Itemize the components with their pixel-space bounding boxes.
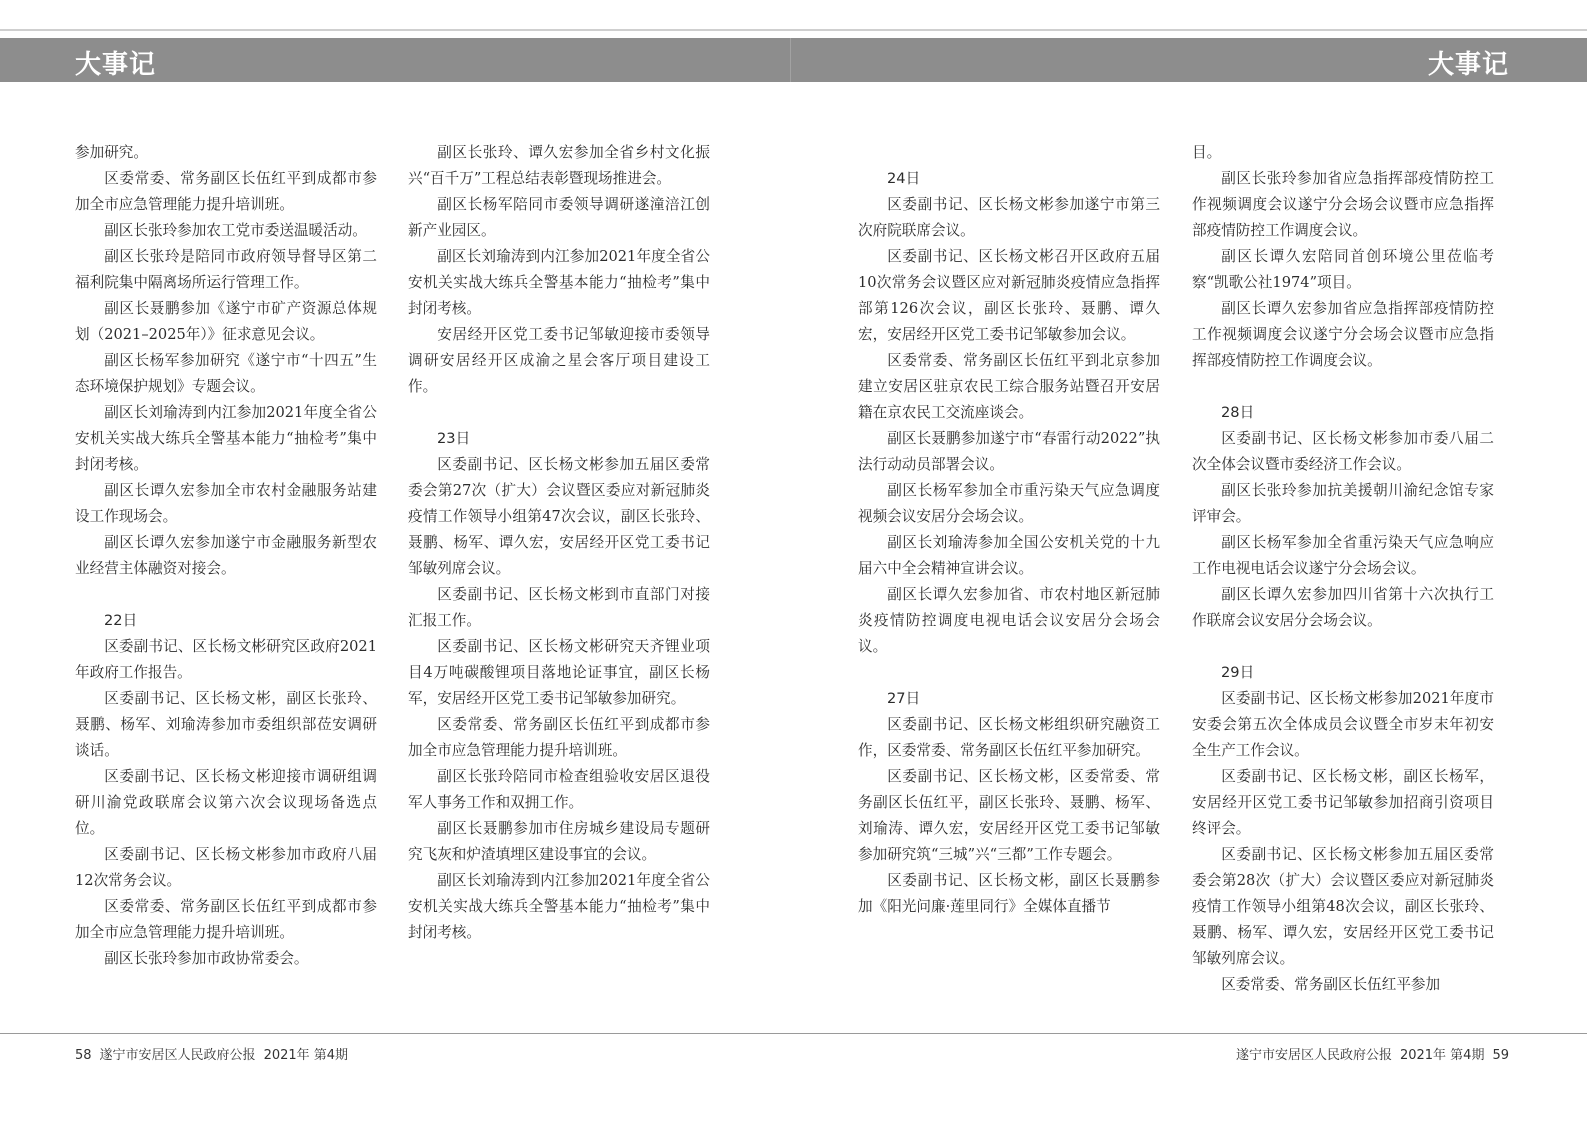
paragraph: 副区长聂鹏参加遂宁市“春雷行动2022”执法行动动员部署会议。 xyxy=(858,430,1160,473)
page-number-right: 59 xyxy=(1492,1048,1509,1063)
column-1 xyxy=(75,140,377,972)
issue-left: 2021年 第4期 xyxy=(263,1048,349,1063)
paragraph: 副区长张玲参加农工党市委送温暖活动。 xyxy=(104,222,367,239)
paragraph: 区委副书记、区长杨文彬组织研究融资工作，区委常委、常务副区长伍红平参加研究。 xyxy=(858,716,1160,759)
day-heading-28: 28日 xyxy=(1221,404,1255,421)
paragraph: 副区长聂鹏参加《遂宁市矿产资源总体规划（2021–2025年）》征求意见会议。 xyxy=(75,300,377,343)
paragraph: 区委副书记、区长杨文彬参加五届区委常委会第28次（扩大）会议暨区委应对新冠肺炎疫情工作领导小组第48次会议，副区长张玲、聂鹏、杨军、谭久宏，安居经开区党工委书记邹敏列席会议。 xyxy=(1192,846,1494,967)
paragraph: 副区长刘瑜涛参加全国公安机关党的十九届六中全会精神宣讲会议。 xyxy=(858,534,1160,577)
paragraph: 区委常委、常务副区长伍红平到北京参加建立安居区驻京农民工综合服务站暨召开安居籍在京农民工交流座谈会。 xyxy=(858,352,1160,421)
paragraph: 区委常委、常务副区长伍红平到成都市参加全市应急管理能力提升培训班。 xyxy=(408,716,710,759)
footer-rule xyxy=(0,1033,1587,1034)
header-title-left: 大事记 xyxy=(75,50,157,80)
paragraph: 副区长谭久宏参加省应急指挥部疫情防控工作视频调度会议遂宁分会场会议暨市应急指挥部疫情防控工作调度会议。 xyxy=(1192,300,1494,369)
paragraph: 副区长刘瑜涛到内江参加2021年度全省公安机关实战大练兵全警基本能力“抽检考”集中封闭考核。 xyxy=(75,404,377,473)
paragraph: 区委副书记、区长杨文彬参加市委八届二次全体会议暨市委经济工作会议。 xyxy=(1192,430,1494,473)
footer-right xyxy=(1228,1044,1509,1063)
paragraph: 参加研究。 xyxy=(75,144,148,161)
page-number-left: 58 xyxy=(75,1048,92,1063)
paragraph: 区委副书记、区长杨文彬迎接市调研组调研川渝党政联席会议第六次会议现场备选点位。 xyxy=(75,768,377,837)
day-heading-23: 23日 xyxy=(437,430,471,447)
issue-right: 2021年 第4期 xyxy=(1399,1048,1485,1063)
paragraph: 区委副书记、区长杨文彬召开区政府五届10次常务会议暨区应对新冠肺炎疫情应急指挥部第126次会议，副区长张玲、聂鹏、谭久宏，安居经开区党工委书记邹敏参加会议。 xyxy=(858,248,1160,343)
paragraph: 副区长谭久宏陪同首创环境公里莅临考察“凯歌公社1974”项目。 xyxy=(1192,248,1494,291)
paragraph: 副区长张玲参加市政协常委会。 xyxy=(104,950,309,967)
paragraph: 副区长张玲是陪同市政府领导督导区第二福利院集中隔离场所运行管理工作。 xyxy=(75,248,377,291)
paragraph: 区委副书记、区长杨文彬参加市政府八届12次常务会议。 xyxy=(75,846,377,889)
paragraph: 副区长谭久宏参加全市农村金融服务站建设工作现场会。 xyxy=(75,482,377,525)
paragraph: 目。 xyxy=(1192,144,1222,161)
column-4 xyxy=(1192,140,1494,998)
column-2 xyxy=(408,140,710,946)
header-title-right: 大事记 xyxy=(1427,50,1509,80)
paragraph: 区委常委、常务副区长伍红平到成都市参加全市应急管理能力提升培训班。 xyxy=(75,898,377,941)
paragraph: 副区长谭久宏参加四川省第十六次执行工作联席会议安居分会场会议。 xyxy=(1192,586,1494,629)
top-rule xyxy=(0,29,1587,31)
day-heading-27: 27日 xyxy=(887,690,921,707)
day-heading-24: 24日 xyxy=(887,170,921,187)
paragraph: 副区长杨军参加全省重污染天气应急响应工作电视电话会议遂宁分会场会议。 xyxy=(1192,534,1494,577)
paragraph: 区委副书记、区长杨文彬到市直部门对接汇报工作。 xyxy=(408,586,710,629)
paragraph: 副区长刘瑜涛到内江参加2021年度全省公安机关实战大练兵全警基本能力“抽检考”集中封闭考核。 xyxy=(408,872,710,941)
paragraph: 副区长刘瑜涛到内江参加2021年度全省公安机关实战大练兵全警基本能力“抽检考”集中封闭考核。 xyxy=(408,248,710,317)
paragraph: 区委副书记、区长杨文彬参加2021年度市安委会第五次全体成员会议暨全市岁末年初安全生产工作会议。 xyxy=(1192,690,1494,759)
paragraph: 副区长杨军参加研究《遂宁市“十四五”生态环境保护规划》专题会议。 xyxy=(75,352,377,395)
paragraph: 区委副书记、区长杨文彬，副区长聂鹏参加《阳光问廉·莲里同行》全媒体直播节 xyxy=(858,872,1160,915)
paragraph: 副区长杨军参加全市重污染天气应急调度视频会议安居分会场会议。 xyxy=(858,482,1160,525)
paragraph: 区委副书记、区长杨文彬，区委常委、常务副区长伍红平，副区长张玲、聂鹏、杨军、刘瑜涛、谭久宏，安居经开区党工委书记邹敏参加研究筑“三城”兴“三都”工作专题会。 xyxy=(858,768,1160,863)
paragraph: 区委副书记、区长杨文彬研究区政府2021年政府工作报告。 xyxy=(75,638,377,681)
paragraph: 副区长谭久宏参加省、市农村地区新冠肺炎疫情防控调度电视电话会议安居分会场会议。 xyxy=(858,586,1160,655)
page-gutter xyxy=(790,38,791,82)
publication-name-right: 遂宁市安居区人民政府公报 xyxy=(1235,1048,1392,1063)
paragraph: 区委副书记、区长杨文彬研究天齐锂业项目4万吨碳酸锂项目落地论证事宜，副区长杨军，安居经开区党工委书记邹敏参加研究。 xyxy=(408,638,710,707)
day-heading-22: 22日 xyxy=(104,612,138,629)
paragraph: 副区长张玲、谭久宏参加全省乡村文化振兴“百千万”工程总结表彰暨现场推进会。 xyxy=(408,144,710,187)
day-heading-29: 29日 xyxy=(1221,664,1255,681)
paragraph: 副区长聂鹏参加市住房城乡建设局专题研究飞灰和炉渣填埋区建设事宜的会议。 xyxy=(408,820,710,863)
column-3 xyxy=(858,140,1160,920)
paragraph: 副区长杨军陪同市委领导调研遂潼涪江创新产业园区。 xyxy=(408,196,710,239)
paragraph: 副区长张玲参加省应急指挥部疫情防控工作视频调度会议遂宁分会场会议暨市应急指挥部疫情防控工作调度会议。 xyxy=(1192,170,1494,239)
footer-left xyxy=(75,1044,356,1063)
publication-name-left: 遂宁市安居区人民政府公报 xyxy=(99,1048,256,1063)
header-band xyxy=(0,38,1587,82)
paragraph: 副区长张玲参加抗美援朝川渝纪念馆专家评审会。 xyxy=(1192,482,1494,525)
paragraph: 区委副书记、区长杨文彬参加五届区委常委会第27次（扩大）会议暨区委应对新冠肺炎疫情工作领导小组第47次会议，副区长张玲、聂鹏、杨军、谭久宏，安居经开区党工委书记邹敏列席会议。 xyxy=(408,456,710,577)
paragraph: 副区长张玲陪同市检查组验收安居区退役军人事务工作和双拥工作。 xyxy=(408,768,710,811)
paragraph: 副区长谭久宏参加遂宁市金融服务新型农业经营主体融资对接会。 xyxy=(75,534,377,577)
paragraph: 区委副书记、区长杨文彬，副区长杨军，安居经开区党工委书记邹敏参加招商引资项目终评会。 xyxy=(1192,768,1494,837)
paragraph: 区委副书记、区长杨文彬，副区长张玲、聂鹏、杨军、刘瑜涛参加市委组织部莅安调研谈话。 xyxy=(75,690,377,759)
paragraph: 区委常委、常务副区长伍红平到成都市参加全市应急管理能力提升培训班。 xyxy=(75,170,377,213)
paragraph: 区委副书记、区长杨文彬参加遂宁市第三次府院联席会议。 xyxy=(858,196,1160,239)
paragraph: 区委常委、常务副区长伍红平参加 xyxy=(1221,976,1441,993)
paragraph: 安居经开区党工委书记邹敏迎接市委领导调研安居经开区成渝之星会客厅项目建设工作。 xyxy=(408,326,710,395)
